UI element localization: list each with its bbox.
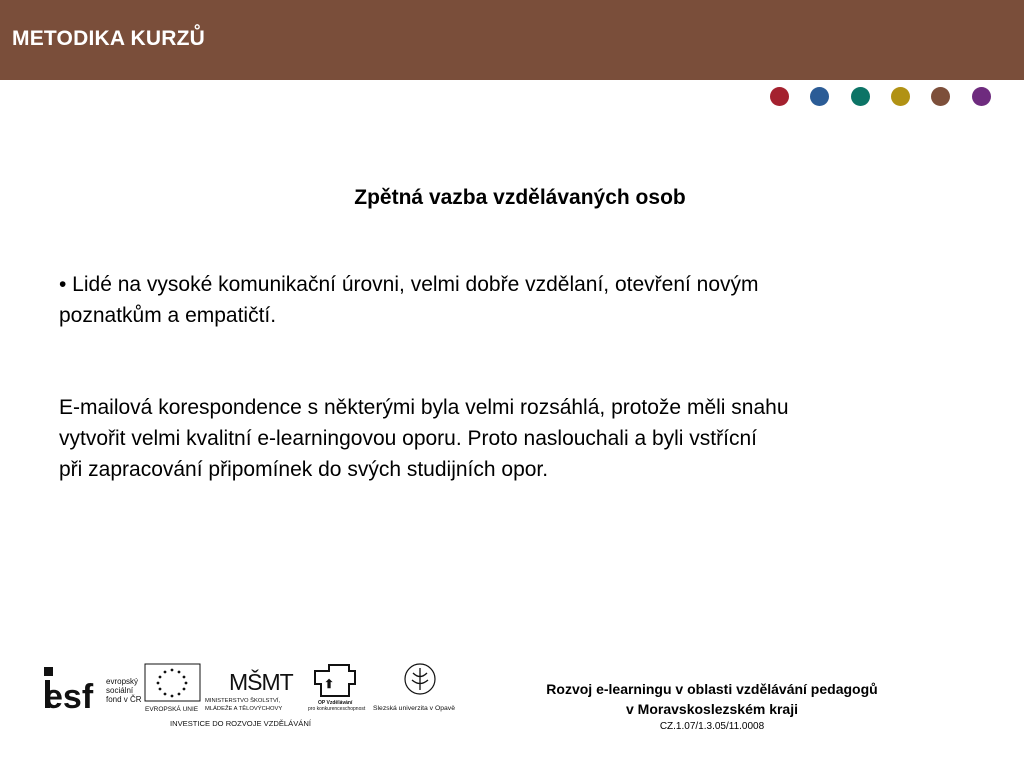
- dot-purple: [972, 87, 991, 106]
- project-code: CZ.1.07/1.3.05/11.0008: [659, 721, 765, 732]
- op-puzzle-icon: [315, 665, 355, 696]
- svg-text:⬆: ⬆: [324, 677, 335, 691]
- email-paragraph: [59, 392, 959, 485]
- op-line-2: pro konkurenceschopnost: [308, 706, 366, 712]
- dot-brown: [931, 87, 950, 106]
- bullet-line-2: poznatkům a empatičtí.: [59, 304, 277, 327]
- project-title-line-1: Rozvoj e-learningu v oblasti vzdělávání pedagogů: [546, 681, 878, 697]
- msmt-mark: MŠMT: [229, 669, 293, 695]
- dot-teal: [851, 87, 870, 106]
- eu-logo: [145, 664, 200, 713]
- op-logo: [308, 665, 366, 712]
- footer-logos: [42, 660, 472, 735]
- msmt-logo: [205, 668, 294, 712]
- slide-title: Zpětná vazba vzdělávaných osob: [354, 186, 686, 209]
- eu-label: EVROPSKÁ UNIE: [145, 706, 199, 713]
- msmt-line-1: MINISTERSTVO ŠKOLSTVÍ,: [205, 698, 281, 704]
- esf-line-1: evropský: [106, 677, 139, 686]
- paragraph-line-2: vytvořit velmi kvalitní e-learningovou oporu. Proto naslouchali a byli vstřícní: [59, 427, 757, 450]
- esf-mark: esf: [44, 678, 94, 716]
- header-bar: [0, 0, 1024, 80]
- university-logo: [373, 664, 455, 712]
- op-line-1: OP Vzdělávání: [318, 700, 353, 706]
- paragraph-line-1: E-mailová korespondence s některými byla velmi rozsáhlá, protože měli snahu: [59, 396, 789, 419]
- esf-logo: [44, 667, 142, 716]
- esf-line-3: fond v ČR: [106, 695, 142, 704]
- paragraph-line-3: při zapracování připomínek do svých studijních opor.: [59, 458, 549, 481]
- project-title-line-2: v Moravskoslezském kraji: [626, 701, 798, 717]
- dot-red: [770, 87, 789, 106]
- dot-blue: [810, 87, 829, 106]
- msmt-line-2: MLÁDEŽE A TĚLOVÝCHOVY: [205, 706, 283, 712]
- esf-line-2: sociální: [106, 686, 134, 695]
- svg-text:★: ★: [66, 668, 75, 678]
- investice-tagline: INVESTICE DO ROZVOJE VZDĚLÁVÁNÍ: [170, 719, 311, 728]
- dot-olive: [891, 87, 910, 106]
- university-name: Slezská univerzita v Opavě: [373, 705, 455, 712]
- header-title: METODIKA KURZŮ: [12, 27, 205, 50]
- bullet-line-1: • Lidé na vysoké komunikační úrovni, velmi dobře vzdělaní, otevření novým: [59, 273, 759, 296]
- bullet-paragraph: [59, 269, 959, 331]
- project-info: [500, 679, 924, 734]
